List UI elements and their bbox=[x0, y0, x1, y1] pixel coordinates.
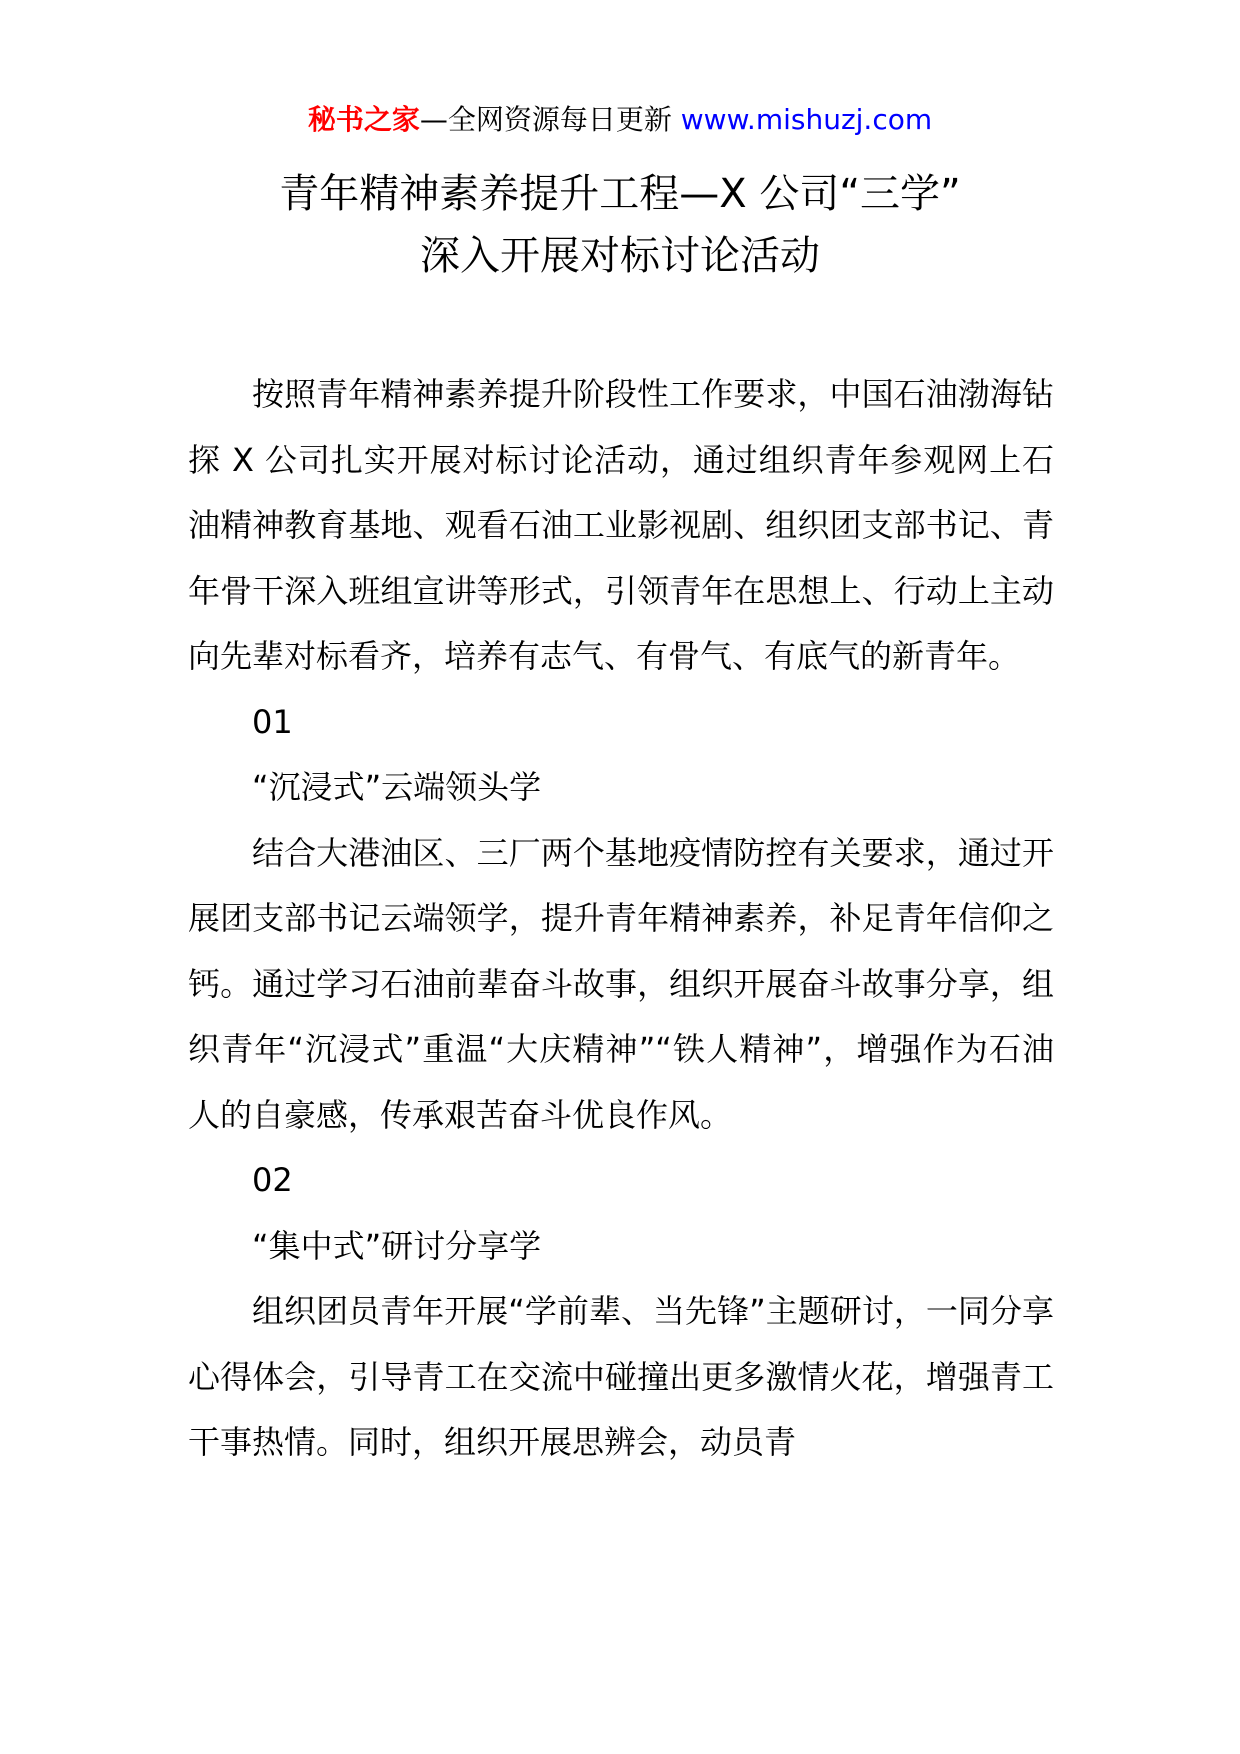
site-header bbox=[0, 100, 1240, 140]
title-line-2: 深入开展对标讨论活动 bbox=[420, 233, 820, 279]
section-heading-1: “沉浸式”云端领头学 bbox=[252, 768, 542, 806]
title-line-1: 青年精神素养提升工程—X 公司“三学” bbox=[279, 171, 961, 217]
section-number-02: 02 bbox=[252, 1161, 293, 1199]
section-number-01: 01 bbox=[252, 702, 293, 741]
document-body bbox=[188, 362, 1054, 1476]
site-slogan: —全网资源每日更新 bbox=[419, 103, 681, 136]
section-1-paragraph: 结合大港油区、三厂两个基地疫情防控有关要求，通过开展团支部书记云端领学，提升青年精神素养，补足青年信仰之钙。通过学习石油前辈奋斗故事，组织开展奋斗故事分享，组织青年“沉浸式”重温“大庆精神”“铁人精神”，增强作为石油人的自豪感，传承艰苦奋斗优良作风。 bbox=[188, 833, 1054, 1134]
site-brand: 秘书之家 bbox=[307, 103, 420, 136]
site-url-link[interactable]: www.mishuzj.com bbox=[680, 103, 933, 136]
intro-paragraph: 按照青年精神素养提升阶段性工作要求，中国石油渤海钻探 X 公司扎实开展对标讨论活动，通过组织青年参观网上石油精神教育基地、观看石油工业影视剧、组织团支部书记、青年骨干深入班组宣讲等形式，引领青年在思想上、行动上主动向先辈对标看齐，培养有志气、有骨气、有底气的新青年。 bbox=[188, 375, 1054, 675]
section-heading-2: “集中式”研讨分享学 bbox=[252, 1226, 542, 1265]
document-title bbox=[120, 163, 1120, 287]
section-2-paragraph: 组织团员青年开展“学前辈、当先锋”主题研讨，一同分享心得体会，引导青工在交流中碰撞出更多激情火花，增强青工干事热情。同时，组织开展思辨会，动员青 bbox=[188, 1292, 1054, 1461]
